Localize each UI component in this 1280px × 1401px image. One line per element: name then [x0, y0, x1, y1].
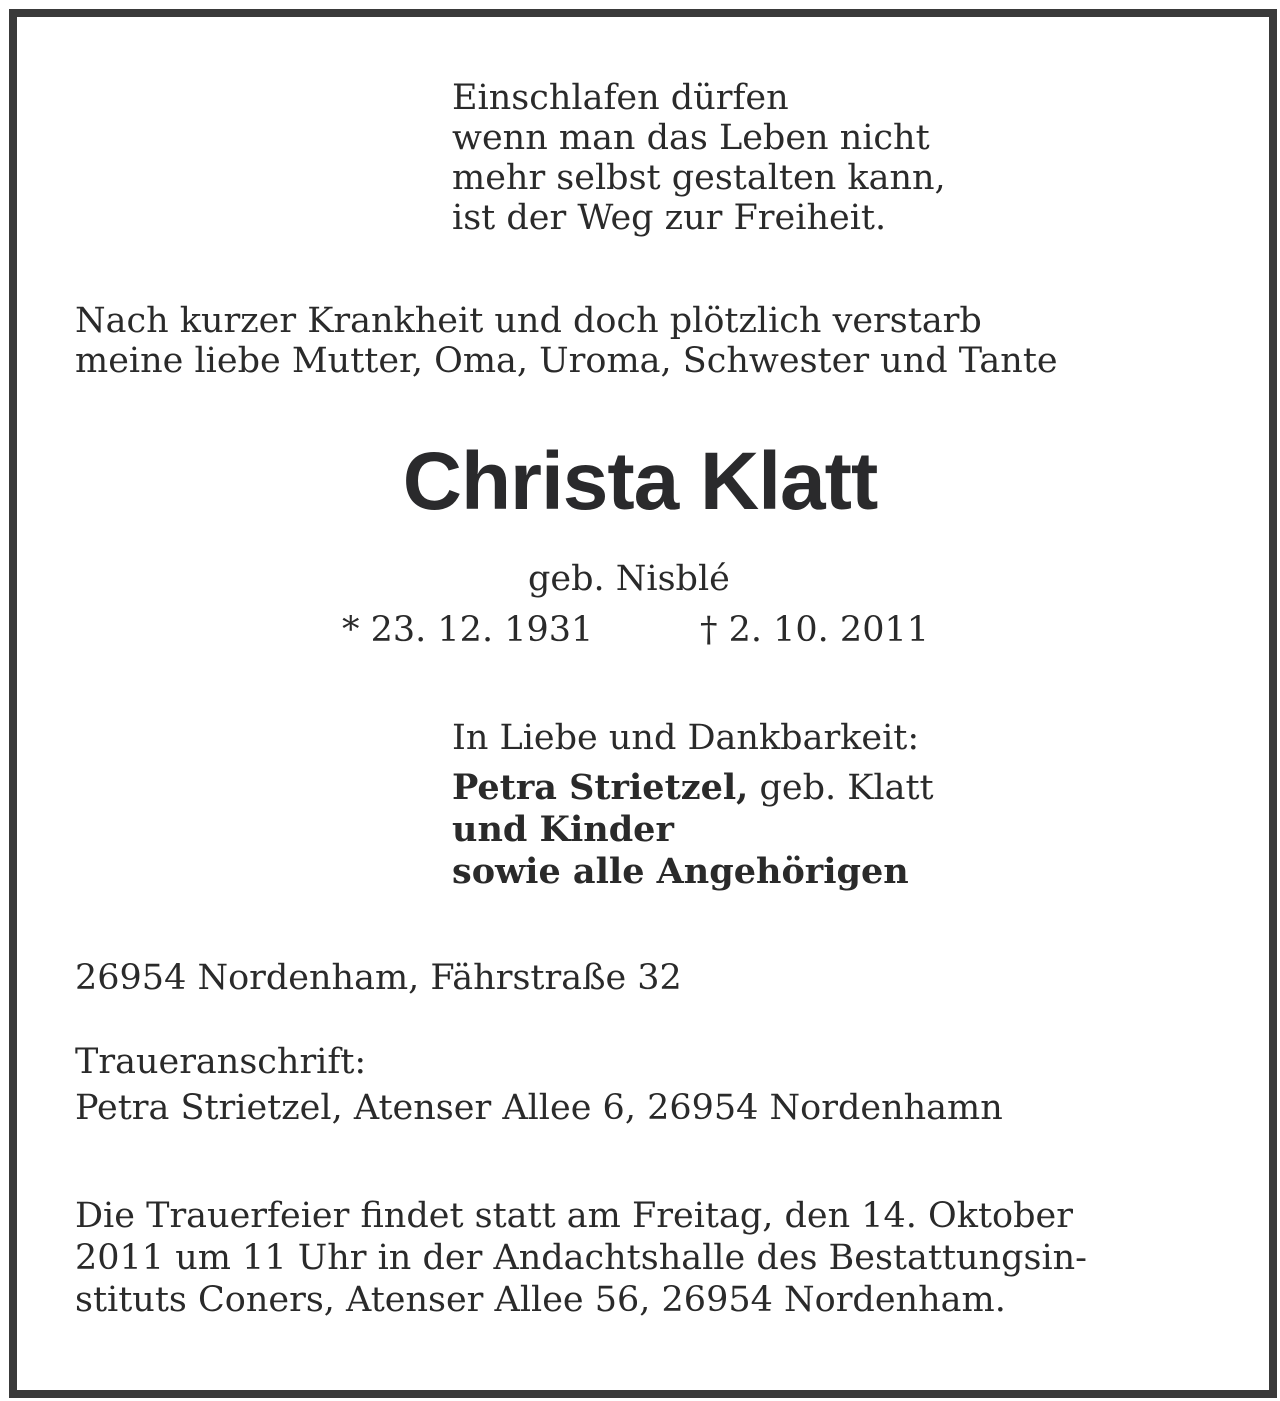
poem-line-1: Einschlafen dürfen: [452, 78, 789, 118]
mourners-heading: In Liebe und Dankbarkeit:: [452, 718, 920, 758]
mourners-line-3: sowie alle Angehörigen: [452, 851, 909, 892]
funeral-line-2: 2011 um 11 Uhr in der Andachtshalle des Bestattungsin-: [75, 1238, 1088, 1278]
intro-line-2: meine liebe Mutter, Oma, Uroma, Schwester und Tante: [75, 341, 1058, 381]
birth-name: geb. Nisblé: [528, 559, 730, 599]
mourner-primary-suffix: geb. Klatt: [748, 768, 934, 808]
mourners-line-2: und Kinder: [452, 809, 674, 850]
deceased-name: Christa Klatt: [402, 436, 878, 527]
funeral-line-1: Die Trauerfeier findet statt am Freitag, den 14. Oktober: [75, 1196, 1073, 1236]
death-date: † 2. 10. 2011: [700, 610, 930, 650]
mourning-address-value: Petra Strietzel, Atenser Allee 6, 26954 Nordenhamn: [75, 1088, 1003, 1128]
funeral-line-3: stituts Coners, Atenser Allee 56, 26954 Nordenham.: [75, 1280, 1006, 1320]
mourners-line-1: [452, 768, 934, 808]
poem-line-2: wenn man das Leben nicht: [452, 118, 930, 158]
intro-line-1: Nach kurzer Krankheit und doch plötzlich verstarb: [75, 301, 982, 341]
mourning-address-label: Traueranschrift:: [75, 1042, 367, 1082]
birth-date: * 23. 12. 1931: [342, 610, 594, 650]
mourner-primary-name: Petra Strietzel,: [452, 767, 749, 808]
home-address: 26954 Nordenham, Fährstraße 32: [75, 958, 682, 998]
poem-line-3: mehr selbst gestalten kann,: [452, 158, 946, 198]
poem-line-4: ist der Weg zur Freiheit.: [452, 198, 887, 238]
